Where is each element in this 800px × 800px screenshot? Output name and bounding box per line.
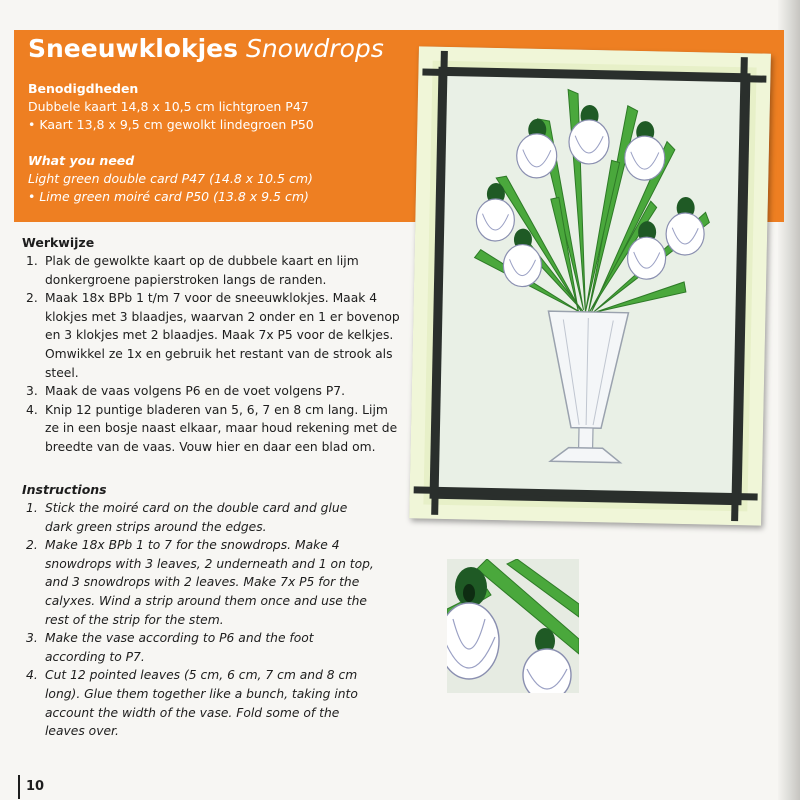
instructions-step [22,666,377,740]
werkwijze-heading: Werkwijze [22,235,95,250]
step-number: 4. [26,668,38,683]
page-number: 10 [18,775,44,799]
materials-english-heading: What you need [28,153,135,168]
materials-english-item: • Lime green moiré card P50 (13.8 x 9.5 cm) [28,189,309,204]
werkwijze-steps [22,252,402,457]
step-number: 4. [26,402,38,417]
instructions-step [22,629,377,666]
instructions-step [22,536,377,629]
step-text: Make the vase according to P6 and the foot according to P7. [45,631,314,664]
werkwijze-step [22,252,402,289]
materials-dutch-item: Dubbele kaart 14,8 x 10,5 cm lichtgroen P47 [28,99,309,114]
step-text: Plak de gewolkte kaart op de dubbele kaart en lijm donkergroene papierstroken langs de randen. [45,254,359,287]
snowdrop-detail-illustration [447,559,579,693]
title-english: Snowdrops [245,34,384,63]
materials-dutch-heading: Benodigdheden [28,81,139,96]
instructions-section [22,481,377,741]
werkwijze-section [22,234,402,457]
step-number: 2. [26,291,38,306]
werkwijze-step [22,289,402,382]
step-text: Cut 12 pointed leaves (5 cm, 6 cm, 7 cm and 8 cm long). Glue them together like a bunch, taking into account the width of the vase. Fold some of the leaves over. [45,668,358,739]
step-number: 1. [26,254,38,268]
materials-english [28,152,313,206]
instructions-steps [22,499,377,741]
step-number: 1. [26,501,38,515]
title-dutch: Sneeuwklokjes [28,34,239,63]
werkwijze-step [22,401,402,457]
step-number: 2. [26,538,38,553]
step-text: Make 18x BPb 1 to 7 for the snowdrops. Make 4 snowdrops with 3 leaves, 2 underneath and 1 on top, and 3 snowdrops with 2 leaves. Make 7x P5 for the calyxes. Wind a strip around them once and use the rest of the strip for the stem. [45,538,374,627]
step-text: Maak 18x BPb 1 t/m 7 voor de sneeuwklokjes. Maak 4 klokjes met 3 blaadjes, waarvan 2 onder en 1 er bovenop en 3 klokjes met 2 blaadjes. Maak 7x P5 voor de kelkjes. Omwikkel ze 1x en gebruik het restant van de strook als steel. [45,291,400,380]
instructions-heading: Instructions [22,482,107,497]
step-text: Knip 12 puntige bladeren van 5, 6, 7 en 8 cm lang. Lijm ze in een bosje naast elkaar, maar houd rekening met de breedte van de vaas. Vouw hier en daar een blad om. [45,402,398,454]
snowdrop-card-photo [409,46,771,525]
snowdrop-card-illustration [409,46,771,525]
step-text: Maak de vaas volgens P6 en de voet volgens P7. [45,384,345,399]
page-title [28,34,384,64]
step-text: Stick the moiré card on the double card and glue dark green strips around the edges. [45,501,348,534]
materials-dutch-item: • Kaart 13,8 x 9,5 cm gewolkt lindegroen P50 [28,117,314,132]
materials-dutch [28,80,314,134]
werkwijze-step [22,382,402,401]
step-number: 3. [26,384,38,399]
materials-english-item: Light green double card P47 (14.8 x 10.5 cm) [28,171,313,186]
instructions-step [22,499,377,536]
step-number: 3. [26,631,38,646]
snowdrop-detail-photo [447,559,579,693]
